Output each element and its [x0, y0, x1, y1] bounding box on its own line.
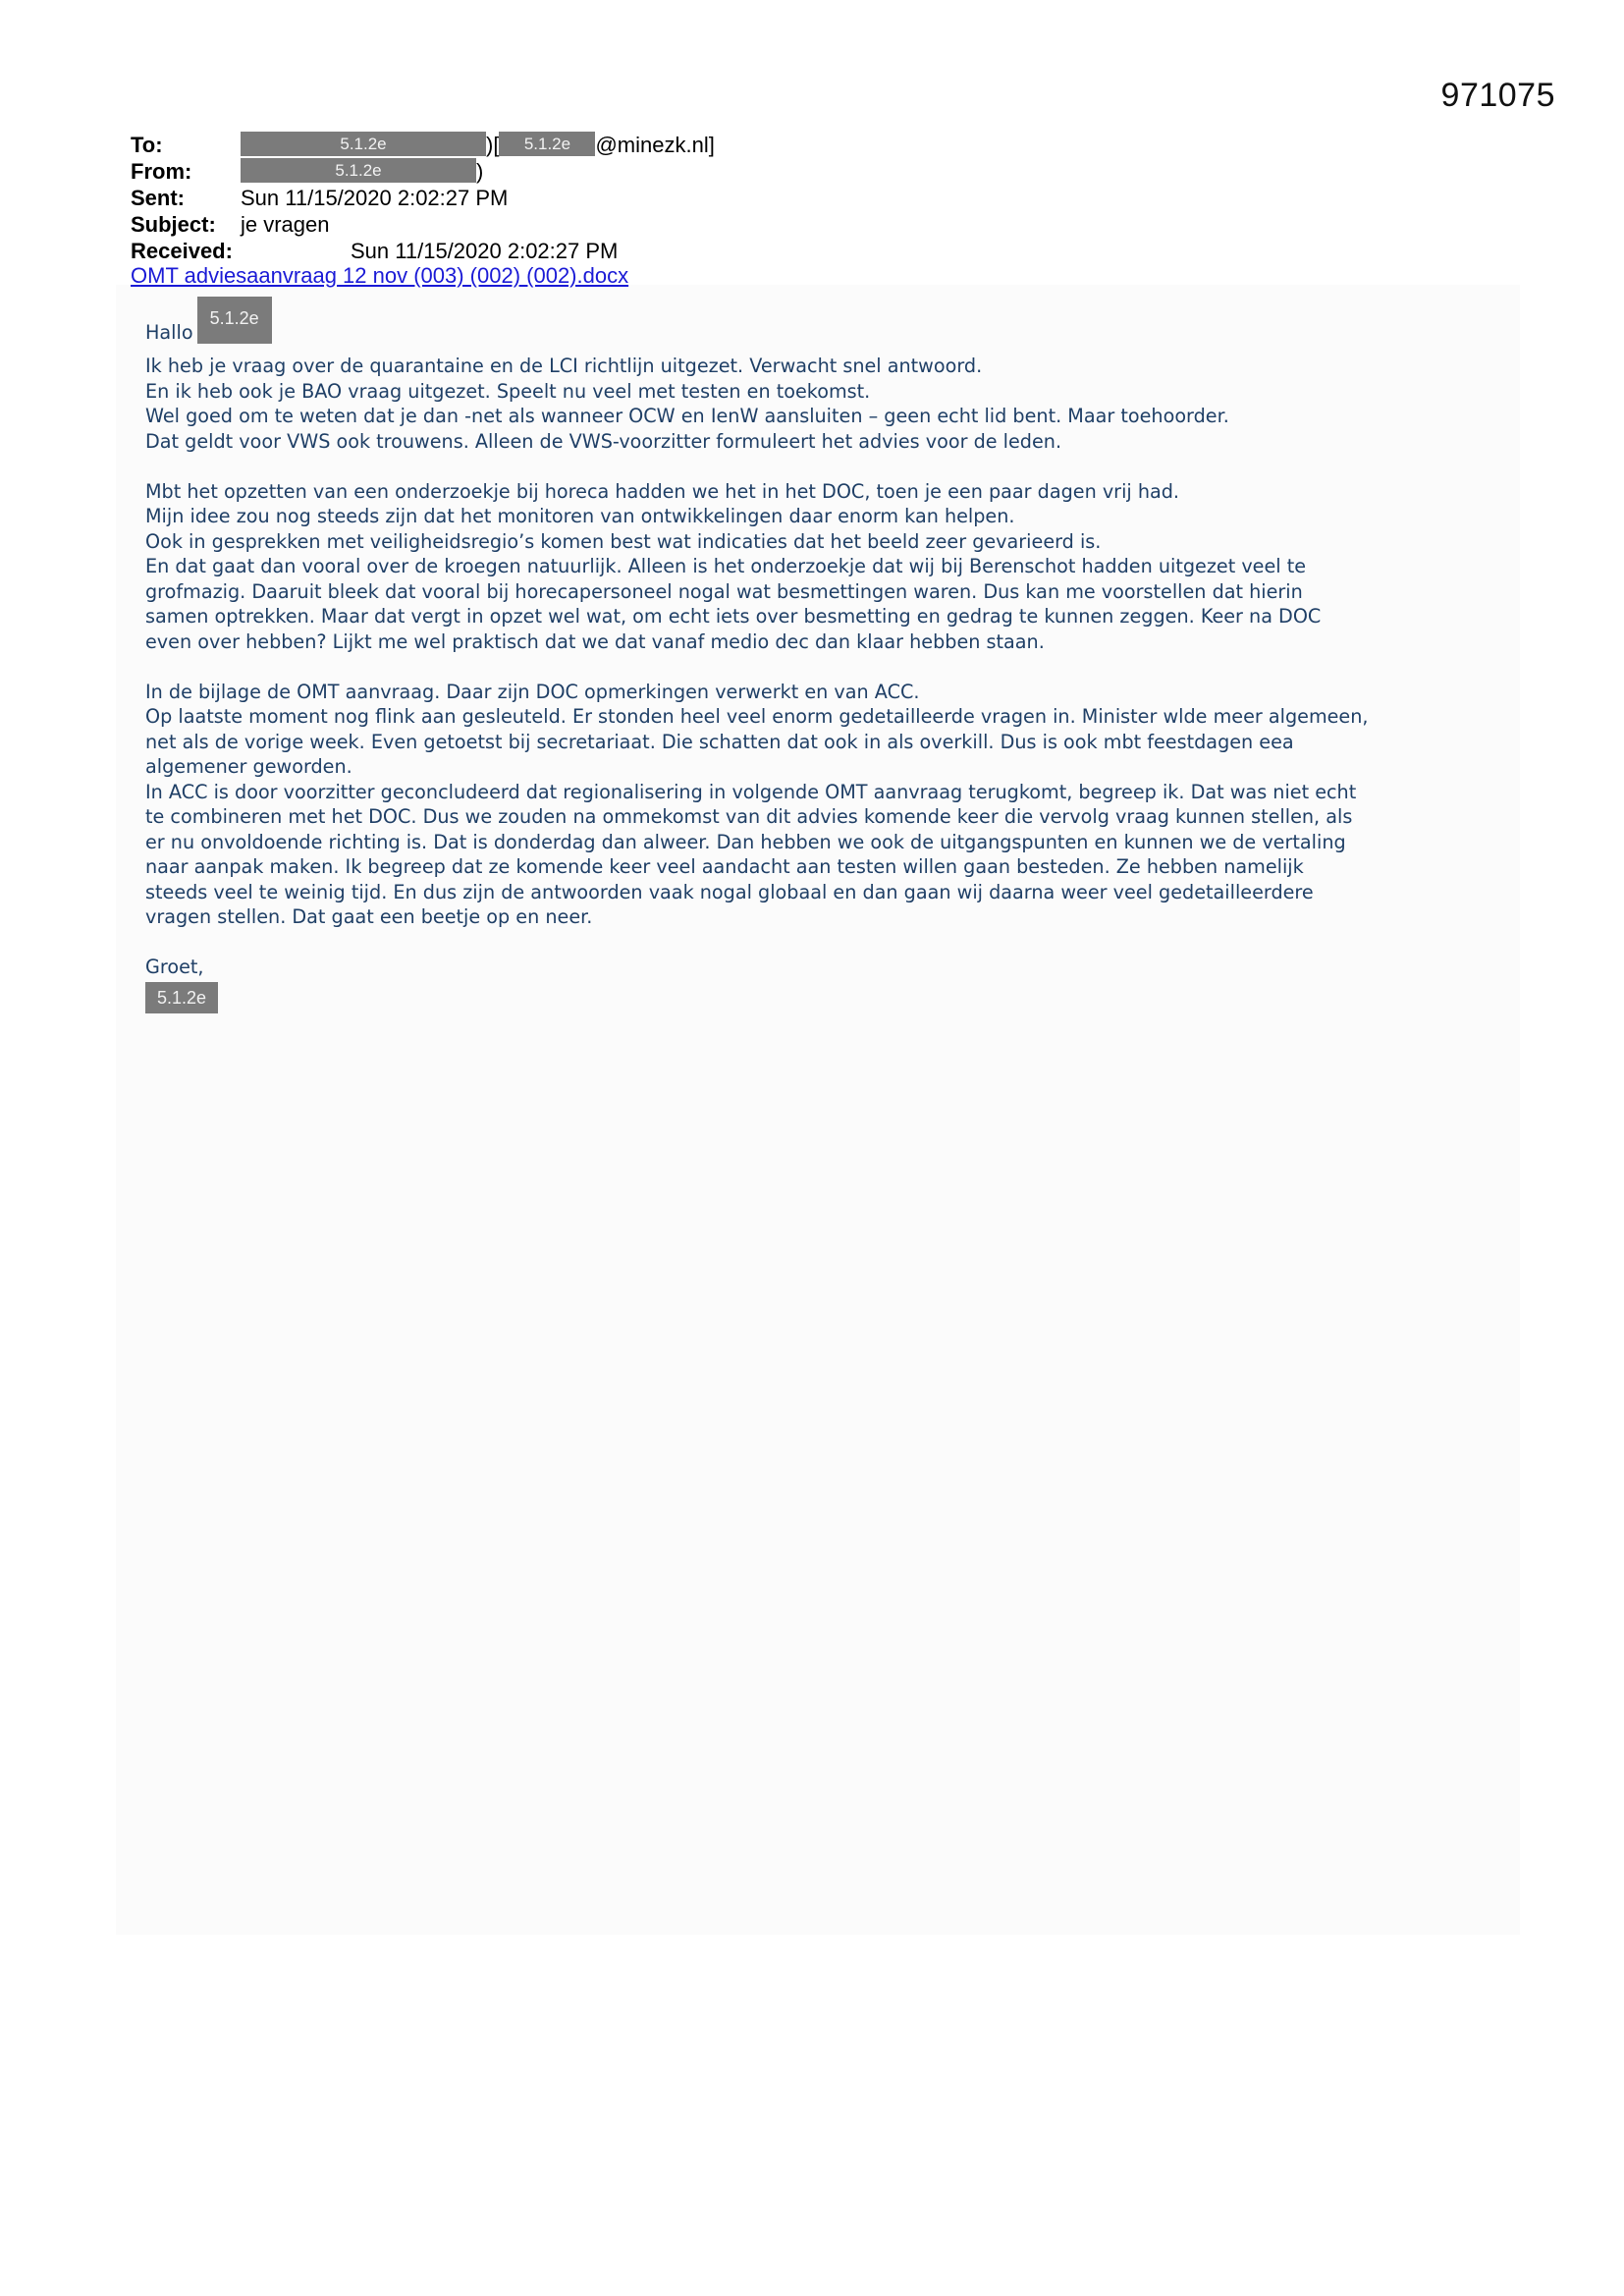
signature-block [145, 955, 1500, 1013]
to-label: To: [131, 133, 163, 157]
text-line: vragen stellen. Dat gaat een beetje op en neer. [145, 905, 593, 928]
text-line: er nu onvoldoende richting is. Dat is donderdag dan alweer. Dan hebben we ook de uitgangspunten en kunnen we de vertaling [145, 830, 1346, 853]
redaction-box: 5.1.2e [241, 158, 476, 183]
closing-text: Groet, [145, 956, 204, 978]
text-line: Ik heb je vraag over de quarantaine en de LCI richtlijn uitgezet. Verwacht snel antwoord. [145, 355, 983, 377]
text-line: In de bijlage de OMT aanvraag. Daar zijn DOC opmerkingen verwerkt en van ACC. [145, 680, 920, 703]
redaction-box: 5.1.2e [145, 982, 218, 1013]
sent-label: Sent: [131, 186, 185, 210]
greeting [145, 297, 1500, 344]
to-domain: @minezk.nl] [595, 133, 715, 157]
text-line: te combineren met het DOC. Dus we zouden na ommekomst van dit advies komende keer die vervolg vraag kunnen stellen, als [145, 805, 1353, 828]
text-line: naar aanpak maken. Ik begreep dat ze komende keer veel aandacht aan testen willen gaan besteden. Ze hebben namelijk [145, 855, 1304, 878]
paragraph [145, 680, 1500, 930]
from-value [241, 158, 483, 185]
from-close: ) [476, 159, 484, 184]
document-number: 971075 [1440, 77, 1555, 114]
to-separator: )[ [486, 133, 500, 157]
to-value [241, 132, 715, 158]
text-line: Dat geldt voor VWS ook trouwens. Alleen de VWS-voorzitter formuleert het advies voor de leden. [145, 429, 1062, 453]
text-line: In ACC is door voorzitter geconcludeerd dat regionalisering in volgende OMT aanvraag terugkomt, begreep ik. Dat was niet echt [145, 780, 1357, 803]
text-line: Ook in gesprekken met veiligheidsregio’s komen best wat indicaties dat het beeld zeer gevarieerd is. [145, 529, 1102, 553]
redaction-box: 5.1.2e [197, 297, 272, 344]
paragraph [145, 354, 1500, 454]
text-line: Wel goed om te weten dat je dan -net als wanneer OCW en IenW aansluiten – geen echt lid bent. Maar toehoorder. [145, 405, 1229, 427]
paragraph [145, 479, 1500, 655]
text-line: Op laatste moment nog flink aan gesleuteld. Er stonden heel veel enorm gedetailleerde vragen in. Minister wlde meer algemeen, [145, 705, 1369, 728]
text-line: grofmazig. Daaruit bleek dat vooral bij horecapersoneel nogal wat besmettingen waren. Dus kan me voorstellen dat hierin [145, 579, 1303, 603]
text-line: En dat gaat dan vooral over de kroegen natuurlijk. Alleen is het onderzoekje dat wij bij Berenschot hadden uitgezet veel te [145, 555, 1307, 577]
message-body [145, 297, 1500, 1013]
received-label: Received: [131, 239, 233, 263]
from-label: From: [131, 159, 192, 184]
text-line: algemener geworden. [145, 755, 352, 778]
subject-value: je vragen [241, 212, 330, 237]
text-line: En ik heb ook je BAO vraag uitgezet. Speelt nu veel met testen en toekomst. [145, 379, 871, 403]
subject-label: Subject: [131, 212, 216, 237]
text-line: samen optrekken. Maar dat vergt in opzet wel wat, om echt iets over besmetting en gedrag te kunnen zeggen. Keer na DOC [145, 605, 1322, 628]
text-line: steeds veel te weinig tijd. En dus zijn de antwoorden vaak nogal globaal en dan gaan wij daarna weer veel gedetailleerdere [145, 880, 1314, 903]
redaction-box: 5.1.2e [499, 132, 595, 156]
received-value: Sun 11/15/2020 2:02:27 PM [351, 239, 619, 263]
text-line: even over hebben? Lijkt me wel praktisch dat we dat vanaf medio dec dan klaar hebben staan. [145, 629, 1045, 653]
greeting-text: Hallo [145, 321, 193, 344]
text-line: net als de vorige week. Even getoetst bij secretariaat. Die schatten dat ook in als overkill. Dus is ook mbt feestdagen eea [145, 730, 1294, 753]
attachment-link[interactable]: OMT adviesaanvraag 12 nov (003) (002) (002).docx [131, 263, 629, 288]
text-line: Mbt het opzetten van een onderzoekje bij horeca hadden we het in het DOC, toen je een paar dagen vrij had. [145, 479, 1180, 503]
sent-value: Sun 11/15/2020 2:02:27 PM [241, 186, 509, 210]
text-line: Mijn idee zou nog steeds zijn dat het monitoren van ontwikkelingen daar enorm kan helpen. [145, 505, 1015, 527]
redaction-box: 5.1.2e [241, 132, 486, 156]
